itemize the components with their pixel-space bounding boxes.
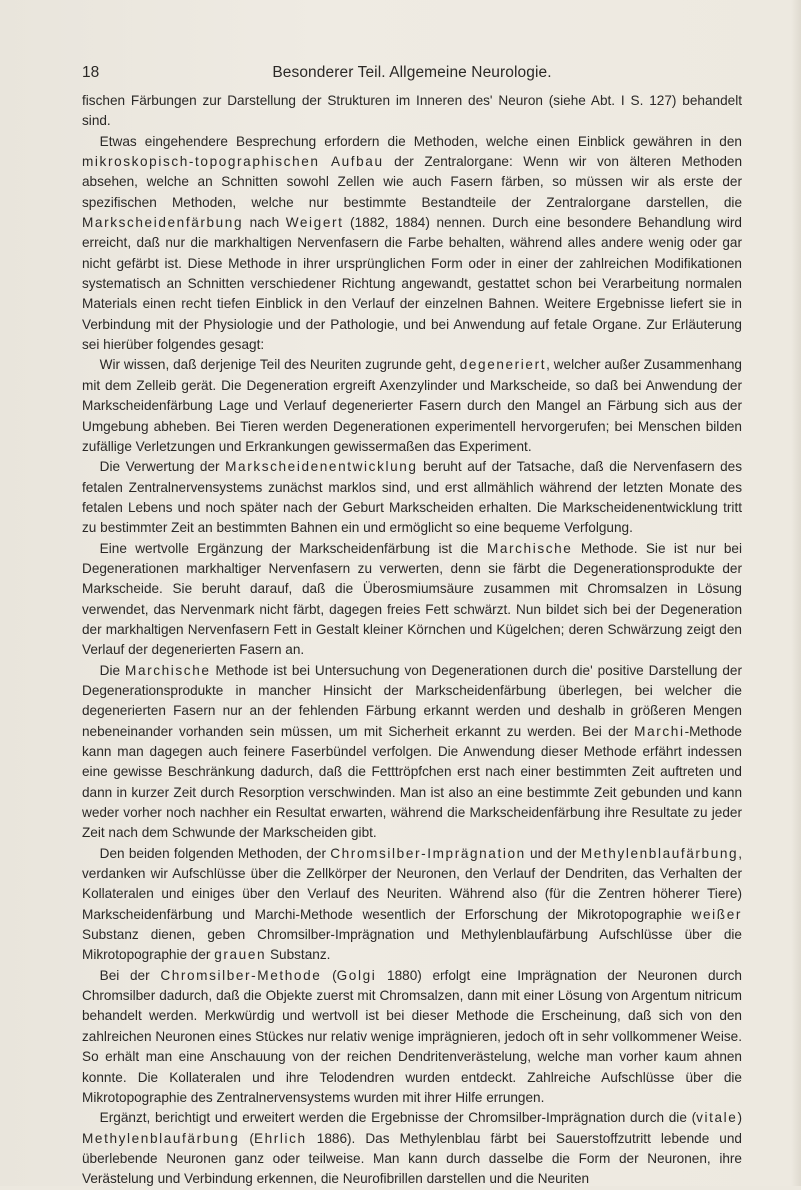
spaced-term: Methylenblaufärbung xyxy=(580,845,739,861)
spaced-term: mikroskopisch-topographischen Aufbau xyxy=(82,154,384,170)
spaced-term: Ehrlich xyxy=(253,1130,307,1146)
text-run: Etwas eingehendere Besprechung erfordern die Methoden, welche einen Einblick gewähren in den xyxy=(99,133,742,149)
text-run: Methode. Sie ist nur bei Degenerationen markhaltiger Nervenfasern zu verwerten, denn sie färbt die Degenerationsprodukte der Markscheide. Sie beruht darauf, daß die Überosmiumsäure zusammen mit Chromsalzen in Lösung verwendet, das Nervenmark nicht färbt, dagegen freies Fett schwärzt. Nun bildet sich bei der Degeneration der markhaltigen Nervenfasern Fett in Gestalt kleiner Körnchen und Kügelchen; deren Schwärzung zeigt den Verlauf der degenerierten Fasern an. xyxy=(82,540,742,658)
text-run: Wir wissen, daß derjenige Teil des Neuriten zugrunde geht, xyxy=(99,357,460,373)
spaced-term: vitale xyxy=(696,1110,738,1126)
text-run: Die xyxy=(99,662,126,678)
text-run: Substanz. xyxy=(266,947,331,963)
spaced-term: Weigert xyxy=(285,215,344,231)
text-run: Ergänzt, berichtigt und erweitert werden die Ergebnisse der Chromsilber-Imprägnation durch die ( xyxy=(99,1110,697,1126)
spaced-term: grauen xyxy=(214,947,267,963)
spaced-term: Marchi xyxy=(634,723,685,739)
text-run: -Methode kann man dagegen auch feinere Faserbündel verfolgen. Die Anwendung dieser Methode erfährt indessen eine gewisse Beschränkung dadurch, daß die Fetttröpfchen erst nach einer bestimmten Zeit auftreten und dann in kurzer Zeit durch Resorption verschwinden. Man ist also an eine bestimmte Zeit gebunden und kann weder vorher noch nachher ein Resultat erwarten, während die Markscheidenfärbung ihre Resultate zu jeder Zeit nach dem Schwunde der Markscheiden gibt. xyxy=(82,723,742,841)
page-edge-shadow xyxy=(791,0,801,1186)
text-run: 1880) erfolgt eine Imprägnation der Neuronen durch Chromsilber dadurch, daß die Objekte zuerst mit Chromsalzen, dann mit einer Lösung von Argentum nitricum behandelt werden. Merkwürdig und wertvoll ist bei dieser Methode die Erscheinung, daß sich von den zahlreichen Neuronen eines Stückes nur relativ wenige imprägnieren, jedoch oft in sehr vollkommener Weise. So erhält man eine Anschauung von der reichen Dendritenverästelung, welche man vorher kaum ahnen konnte. Die Kollateralen und ihre Telodendren wurden entdeckt. Zahlreiche Aufschlüsse über die Mikrotopographie des Zentralnervensystems wurden mit ihrer Hilfe errungen. xyxy=(82,967,742,1105)
paragraph xyxy=(82,844,742,966)
text-run: (1882, 1884) nennen. Durch eine besondere Behandlung wird erreicht, daß nur die markhaltigen Nervenfasern die Farbe behalten, während alles andere wenig oder gar nicht gefärbt ist. Diese Methode in ihrer ursprünglichen Form oder in einer der zahlreichen Modifikationen systematisch an Schnitten verschiedener Richtung angewandt, gestattet schon bei Verarbeitung normalen Materials einen recht tiefen Einblick in den Verlauf der einzelnen Bahnen. Weitere Ergebnisse liefert sie in Verbindung mit der Physiologie und der Pathologie, und bei Anwendung auf fetale Organe. Zur Erläuterung sei hierüber folgendes gesagt: xyxy=(82,215,742,353)
spaced-term: degeneriert xyxy=(459,357,547,373)
paragraph xyxy=(82,355,742,457)
page-number: 18 xyxy=(82,64,100,81)
paragraph xyxy=(82,966,742,1108)
spaced-term: Methylenblaufärbung xyxy=(82,1130,240,1146)
text-run: nach xyxy=(243,215,286,231)
text-run: Eine wertvolle Ergänzung der Markscheidenfärbung ist die xyxy=(99,540,487,556)
running-title: Besonderer Teil. Allgemeine Neurologie. xyxy=(272,64,552,81)
paragraph xyxy=(82,1108,742,1189)
text-run: Substanz dienen, geben Chromsilber-Imprägnation und Methylenblaufärbung Aufschlüsse über die Mikrotopographie der xyxy=(82,927,742,963)
body-text xyxy=(82,91,742,1190)
text-run: der Zentralorgane: Wenn wir von älteren Methoden absehen, welche an Schnitten sowohl Zellen wie auch Fasern färben, so müssen wir als erste der spezifischen Methoden, welche nur bestimmte Bestandteile der Zentralorgane darstellen, die xyxy=(82,154,743,210)
text-run: und der xyxy=(525,845,581,861)
text-run: Den beiden folgenden Methoden, der xyxy=(99,845,331,861)
spaced-term: Marchische xyxy=(486,540,573,556)
text-run: Die Verwertung der xyxy=(99,459,226,475)
text-run: ( xyxy=(321,967,337,983)
text-run: ( xyxy=(239,1130,254,1146)
running-header xyxy=(82,62,742,84)
spaced-term: weißer xyxy=(691,906,742,922)
spaced-term: Markscheidenfärbung xyxy=(82,215,244,231)
text-run: ) xyxy=(737,1110,742,1126)
spaced-term: Chromsilber-Imprägnation xyxy=(330,845,526,861)
paragraph xyxy=(82,457,742,538)
paragraph xyxy=(82,539,742,661)
text-run: Bei der xyxy=(99,967,161,983)
spaced-term: Golgi xyxy=(336,967,377,983)
text-run: Methode ist bei Untersuchung von Degenerationen durch die' positive Darstellung der Degenerationsprodukte in mancher Hinsicht der Markscheidenfärbung überlegen, bei welcher die degenerierten Fasern nur an der fehlenden Färbung erkannt werden und deshalb in größeren Mengen nebeneinander vorhanden sein müssen, um mit Sicherheit erkannt zu werden. Bei der xyxy=(82,662,742,739)
text-run: , verdanken wir Aufschlüsse über die Zellkörper der Neuronen, den Verlauf der Dendriten, das Verhalten der Kollateralen und einiges über den Verlauf des Neuriten. Während also (für die Zentren höherer Tiere) Markscheidenfärbung und Marchi-Methode wesentlich der Erforschung der Mikrotopographie xyxy=(82,845,742,922)
paragraph xyxy=(82,661,742,844)
spaced-term: Marchische xyxy=(125,662,211,678)
text-run: fischen Färbungen zur Darstellung der Strukturen im Inneren des' Neuron (siehe Abt. I S. 127) behandelt sind. xyxy=(82,93,742,129)
text-run: beruht auf der Tatsache, daß die Nervenfasern des fetalen Zentralnervensystems zunächst marklos sind, und erst allmählich während der letzten Monate des fetalen Lebens und noch später nach der Geburt Markscheiden erhalten. Die Markscheidenentwicklung tritt zu bestimmter Zeit an bestimmten Bahnen ein und ermöglicht so eine bequeme Verfolgung. xyxy=(82,459,743,536)
spaced-term: Chromsilber-Methode xyxy=(160,967,322,983)
text-run: 1886). Das Methylenblau färbt bei Sauerstoffzutritt lebende und überlebende Neuronen ganz oder teilweise. Man kann durch dasselbe die Form der Neuronen, ihre Verästelung und Verbindung erkennen, die Neurofibrillen darstellen und die Neuriten xyxy=(82,1130,742,1187)
paragraph xyxy=(82,132,742,356)
spaced-term: Markscheidenentwicklung xyxy=(225,459,418,475)
paragraph xyxy=(82,91,742,132)
text-run: , welcher außer Zusammenhang mit dem Zelleib gerät. Die Degeneration ergreift Axenzylinder und Markscheide, so daß bei Anwendung der Markscheidenfärbung Lage und Verlauf degenerierter Fasern durch den Mangel an Färbung sich aus der Umgebung abheben. Bei Tieren werden Degenerationen experimentell hervorgerufen; bei Menschen bilden zufällige Verletzungen und Erkrankungen gewissermaßen das Experiment. xyxy=(82,357,742,454)
